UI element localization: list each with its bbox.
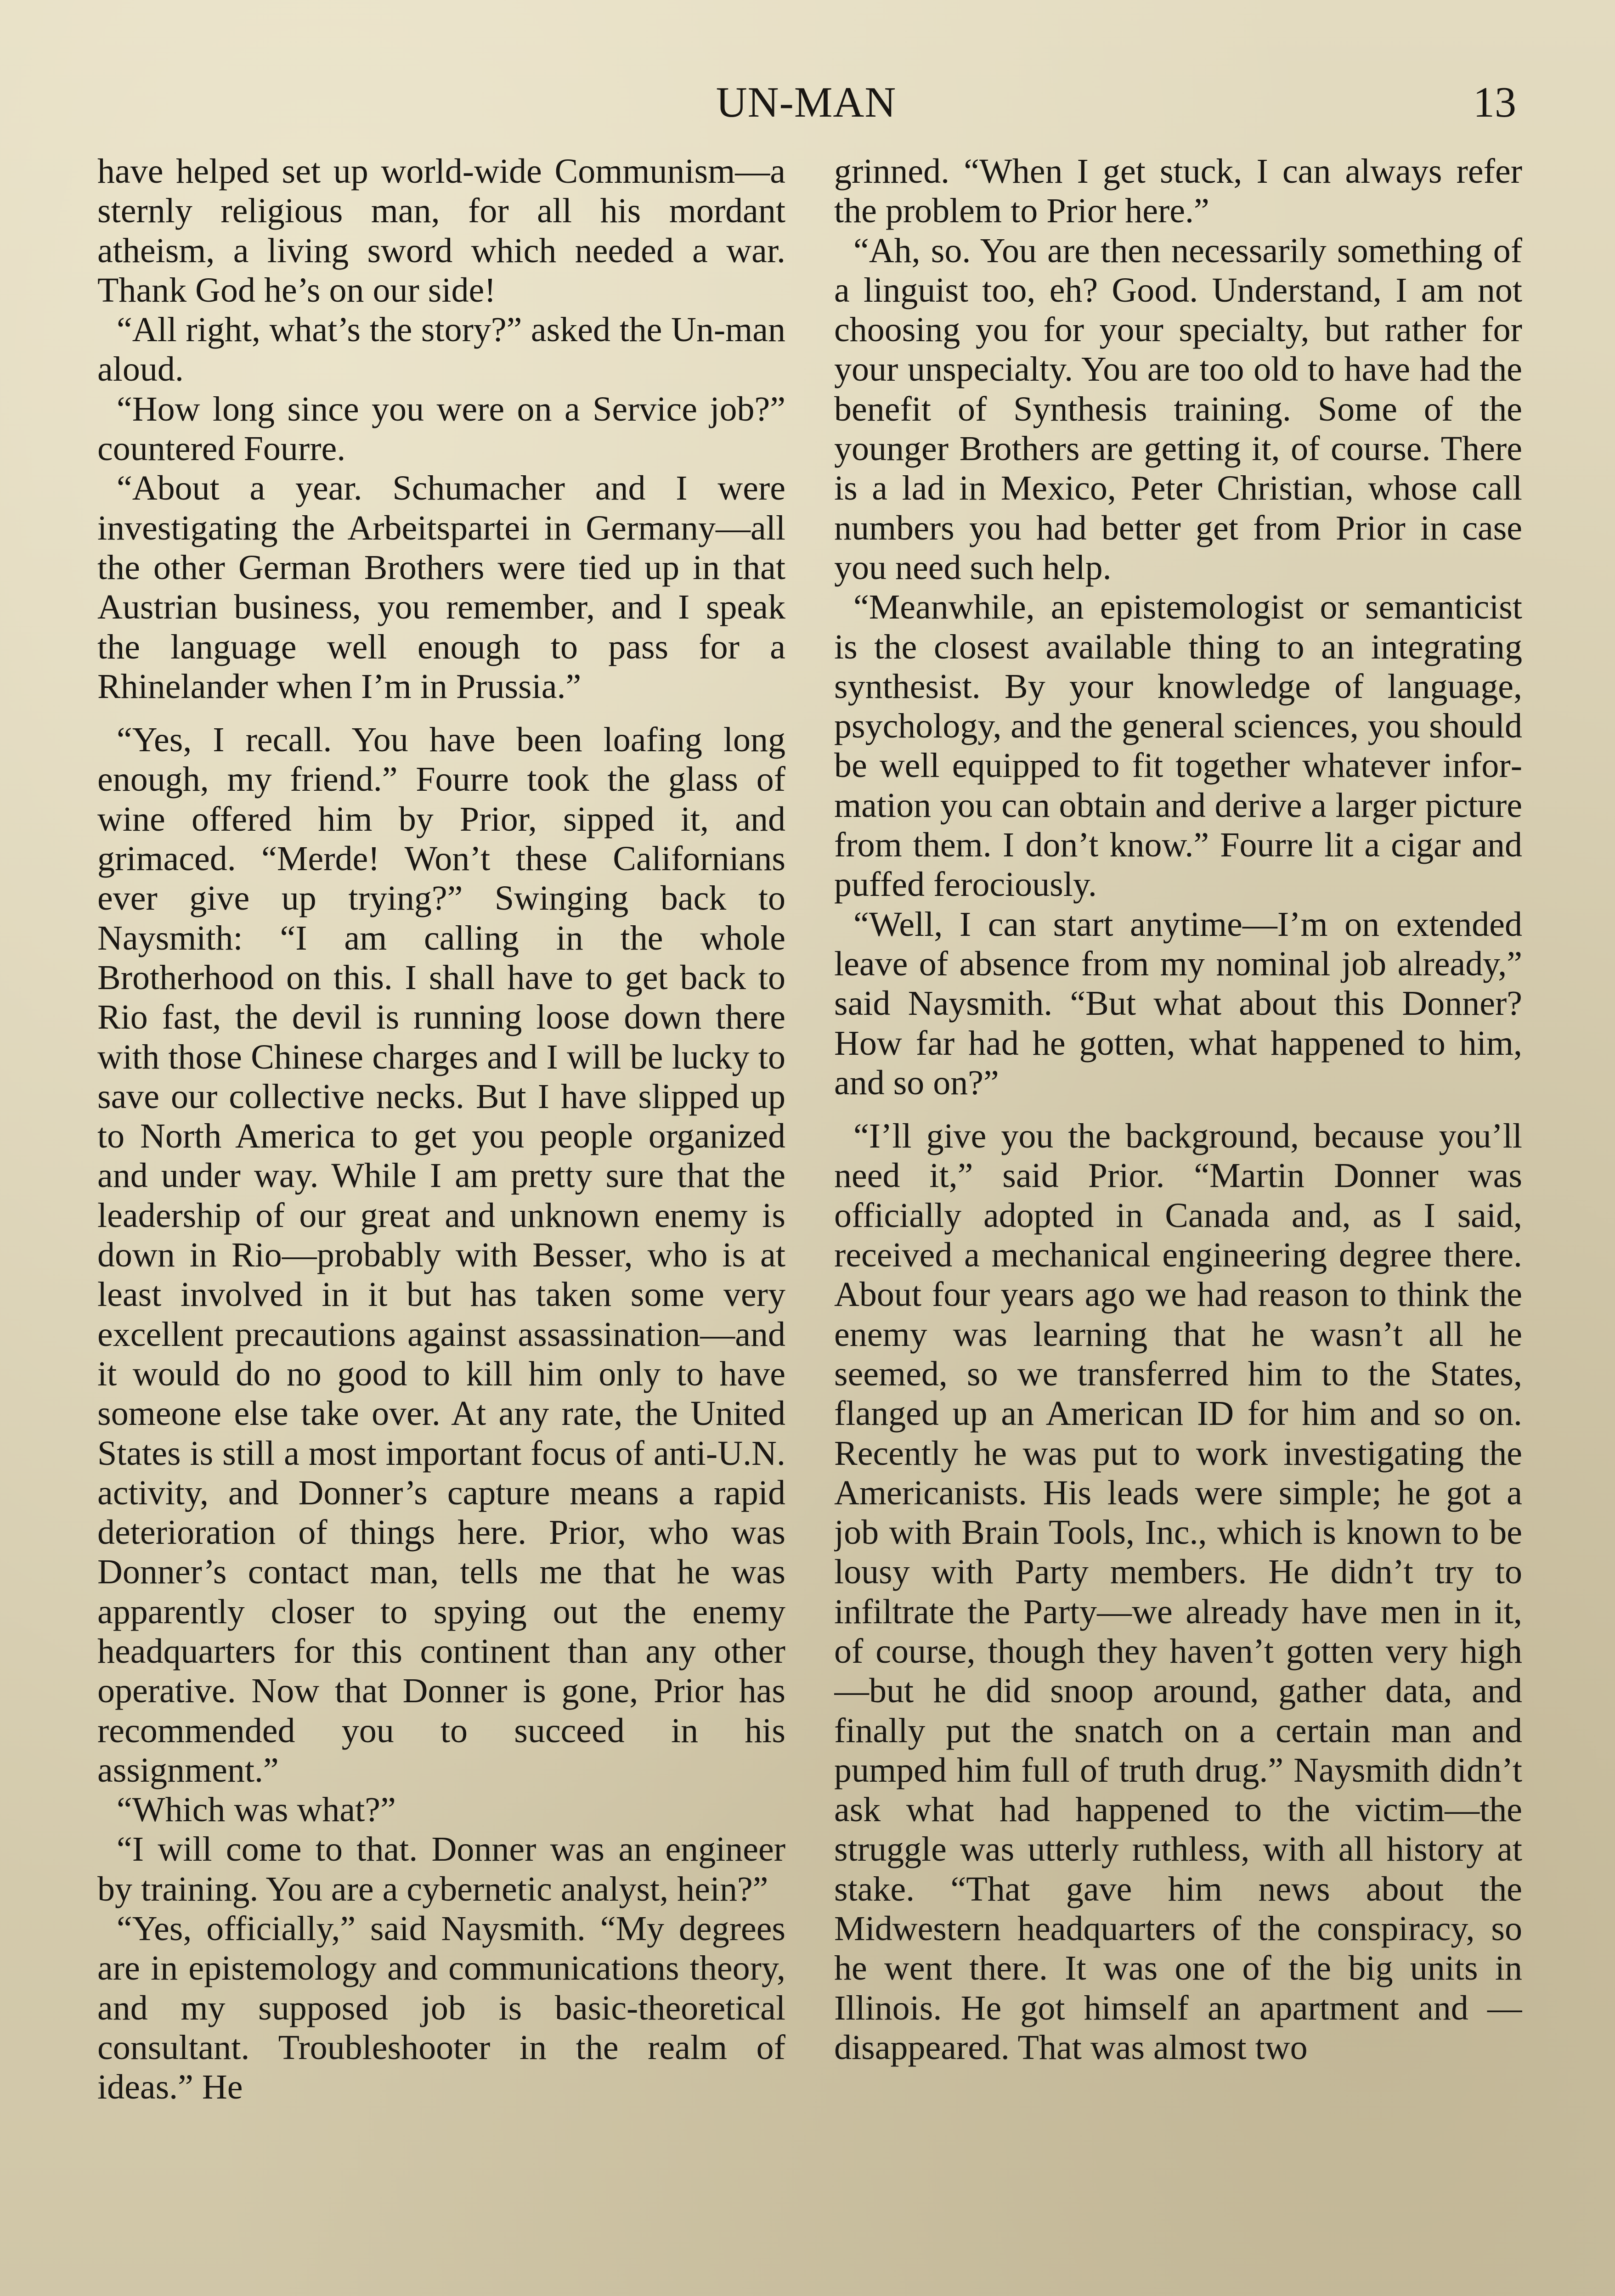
paragraph: “Which was what?” (117, 1790, 396, 1829)
paragraph: have helped set up world-wide Communism—a sternly religious man, for all his mordant atheism, a living sword which needed a war. Thank God he’s on our side! (97, 152, 785, 310)
running-title: UN-MAN (716, 79, 897, 126)
paragraph: “Well, I can start anytime—I’m on extended leave of absence from my nominal job already,” said Naysmith. “But what about this Donner? How far had he gotten, what happened to him, and so on?” (834, 905, 1522, 1102)
paragraph: “Meanwhile, an epistemologist or semanticist is the closest available thing to an integrating synthesist. By your knowledge of language, psychology, and the general sciences, you should be well equipped to fit together whatever information you can obtain and derive a larger picture from them. I don’t know.” Fourre lit a cigar and puffed ferociously. (834, 588, 1522, 904)
paragraph: “All right, what’s the story?” asked the Un-man aloud. (97, 310, 785, 389)
paragraph: “I will come to that. Donner was an engineer by training. You are a cybernetic analyst, hein?” (97, 1830, 785, 1908)
page-number: 13 (1473, 79, 1516, 126)
paragraph: “Yes, officially,” said Naysmith. “My degrees are in epistemology and communications theory, and my supposed job is basic-theoretical consultant. Troubleshooter in the realm of ideas.” He (97, 1909, 785, 2107)
paragraph: “Yes, I recall. You have been loafing long enough, my friend.” Fourre took the glass of wine offered him by Prior, sipped it, and grimaced. “Merde! Won’t these Californians ever give up trying?” Swinging back to Naysmith: “I am calling in the whole Brotherhood on this. I shall have to get back to Rio fast, the devil is running loose down there with those Chinese charges and I will be lucky to save our collective necks. But I have slipped up to North America to get you people organized and under way. While I am pretty sure that the leadership of our great and unknown enemy is down in Rio—probably with Besser, who is at least involved in it but has taken some very excellent precautions against assassination—and it would do no good to kill him only to have someone else take over. At any rate, the United States is still a most important focus of anti-U.N. activity, and Donner’s capture means a rapid deterioration of things here. Prior, who was Donner’s contact man, tells me that he was apparently closer to spying out the enemy headquarters for this continent than any other operative. Now that Donner is gone, Prior has recommended you to succeed in his assignment.” (97, 720, 785, 1790)
paragraph: “About a year. Schumacher and I were investigating the Arbeitspartei in Germany—all the other German Brothers were tied up in that Austrian business, you remember, and I speak the language well enough to pass for a Rhinelander when I’m in Prussia.” (97, 469, 785, 706)
running-header (0, 77, 1615, 128)
paragraph: grinned. “When I get stuck, I can always refer the problem to Prior here.” (834, 152, 1522, 231)
paragraph: “How long since you were on a Service job?” countered Fourre. (97, 389, 785, 468)
paragraph: “Ah, so. You are then necessarily something of a linguist too, eh? Good. Understand, I am not choosing you for your specialty, but rather for your unspecialty. You are too old to have had the benefit of Synthesis training. Some of the younger Brothers are getting it, of course. There is a lad in Mexico, Peter Christian, whose call numbers you had better get from Prior in case you need such help. (834, 231, 1522, 587)
left-column (97, 152, 785, 2296)
paragraph: “I’ll give you the background, because you’ll need it,” said Prior. “Martin Donner was officially adopted in Canada and, as I said, received a mechanical engineering degree there. About four years ago we had reason to think the enemy was learning that he wasn’t all he seemed, so we transferred him to the States, flanged up an American ID for him and so on. Recently he was put to work investigating the Americanists. His leads were simple; he got a job with Brain Tools, Inc., which is known to be lousy with Party members. He didn’t try to infiltrate the Party—we already have men in it, of course, though they haven’t gotten very high—but he did snoop around, gather data, and finally put the snatch on a certain man and pumped him full of truth drug.” Naysmith didn’t ask what had happened to the victim—the struggle was utterly ruthless, with all history at stake. “That gave him news about the Midwestern headquarters of the conspiracy, so he went there. It was one of the big units in Illinois. He got himself an apartment and —disappeared. That was almost two (834, 1117, 1522, 2067)
right-column (834, 152, 1522, 2296)
